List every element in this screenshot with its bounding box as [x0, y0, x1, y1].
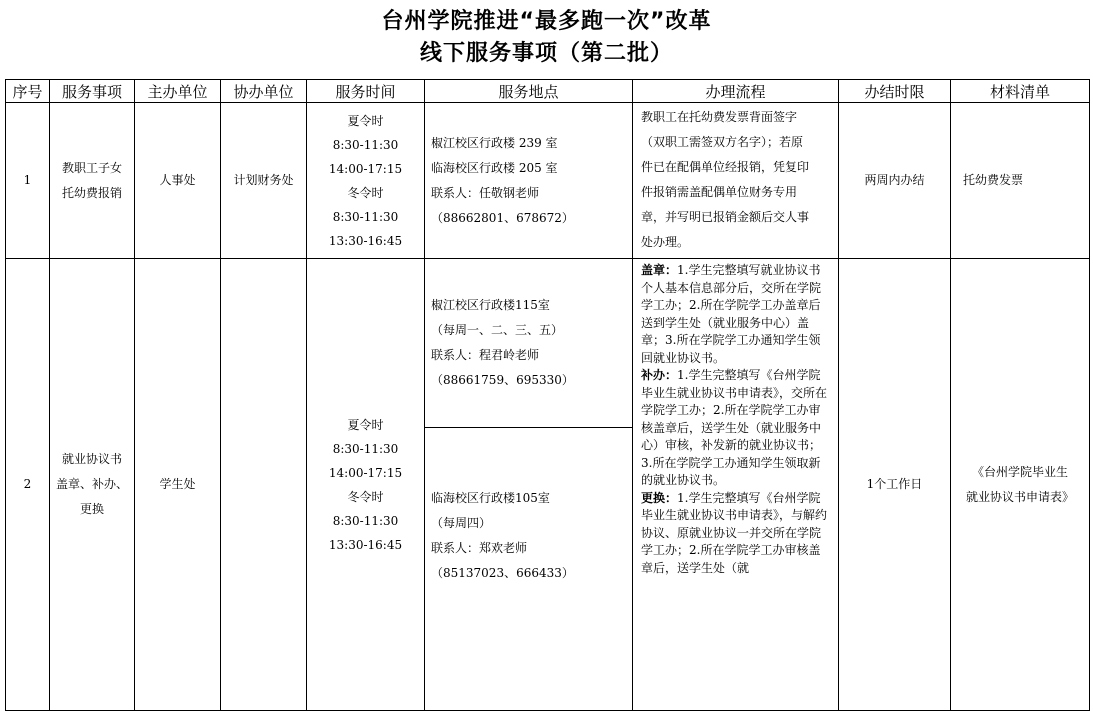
process-line: 件报销需盖配偶单位财务专用: [641, 185, 798, 199]
time-line: 冬令时: [347, 489, 384, 504]
location-line: 联系人：程君岭老师: [431, 348, 540, 362]
materials-line: 《台州学院毕业生: [971, 464, 1068, 479]
item-line: 教职工子女: [61, 160, 122, 175]
header-location: 服务地点: [425, 80, 633, 103]
location-line: 椒江校区行政楼 239 室: [431, 135, 558, 150]
location-line: 临海校区行政楼 205 室: [431, 160, 558, 175]
time-line: 13:30-16:45: [328, 233, 403, 248]
table-row: [6, 259, 1090, 428]
page-title-line2: 线下服务事项（第二批）: [419, 41, 673, 66]
time-line: 13:30-16:45: [328, 537, 403, 552]
item-line: 就业协议书: [61, 452, 122, 466]
location-line: 临海校区行政楼105室: [431, 491, 550, 505]
cell-item: [50, 103, 135, 259]
time-line: 夏令时: [347, 417, 384, 432]
header-materials: 材料清单: [951, 80, 1090, 103]
time-line: 8:30-11:30: [332, 513, 399, 528]
cell-item: [50, 259, 135, 711]
cell-materials: [951, 259, 1090, 711]
replace-text: 1.学生完整填写《台州学院毕业生就业协议书申请表》，与解约协议、原就业协议一并交所在学院学工办；2.所在学院学工办审核盖章后，送学生处（就: [641, 490, 828, 575]
cell-host: 人事处: [135, 103, 221, 259]
process-line: 教职工在托幼费发票背面签字: [641, 110, 798, 124]
stamp-label: 盖章：: [641, 263, 678, 277]
time-line: 8:30-11:30: [332, 137, 399, 152]
cell-limit: 两周内办结: [839, 103, 951, 259]
cell-process: [633, 259, 839, 711]
cell-process: [633, 103, 839, 259]
header-time: 服务时间: [307, 80, 425, 103]
reissue-label: 补办：: [641, 368, 678, 382]
materials-line: 就业协议书申请表》: [965, 489, 1074, 504]
header-process: 办理流程: [633, 80, 839, 103]
process-line: （双职工需签双方名字）；若原: [641, 135, 804, 149]
cell-location-linhai: [425, 428, 633, 711]
item-line: 托幼费报销: [61, 185, 122, 200]
cell-host: 学生处: [135, 259, 221, 711]
process-text: [641, 262, 830, 656]
location-line: 椒江校区行政楼115室: [431, 298, 550, 312]
process-line: 处办理。: [641, 235, 690, 249]
process-line: 章，并写明已报销金额后交人事: [641, 210, 810, 224]
stamp-text: 1.学生完整填写就业协议书个人基本信息部分后，交所在学院学工办；2.所在学院学工办盖章后送到学生处（就业服务中心）盖章；3.所在学院学工办通知学生领回就业协议书。: [641, 263, 822, 365]
time-line: 14:00-17:15: [328, 161, 403, 176]
time-line: 14:00-17:15: [328, 465, 403, 480]
header-assist: 协办单位: [221, 80, 307, 103]
cell-assist: 计划财务处: [221, 103, 307, 259]
location-line: （88661759、695330）: [431, 373, 574, 387]
cell-no: 1: [6, 103, 50, 259]
process-line: 件已在配偶单位经报销，凭复印: [641, 160, 810, 174]
location-line: （每周四）: [431, 516, 492, 530]
cell-time: [307, 103, 425, 259]
cell-location: [425, 103, 633, 259]
reissue-text: 1.学生完整填写《台州学院毕业生就业协议书申请表》，交所在学院学工办；2.所在学院学工办审核盖章后，送学生处（就业服务中心）审核，补发新的就业协议书；3.所在学院学工办通知学生领取新的就业协议书。: [641, 368, 828, 487]
header-no: 序号: [6, 80, 50, 103]
table-header-row: [6, 80, 1090, 103]
time-line: 8:30-11:30: [332, 209, 399, 224]
replace-label: 更换：: [641, 490, 678, 505]
cell-time: [307, 259, 425, 711]
location-line: 联系人：任敬钢老师: [431, 185, 540, 200]
page-title-line1: 台州学院推进“最多跑一次”改革: [381, 9, 712, 34]
cell-assist: [221, 259, 307, 711]
time-line: 冬令时: [347, 185, 384, 200]
item-line: 盖章、补办、: [55, 477, 128, 491]
item-line: 更换: [79, 502, 104, 516]
location-line: （85137023、666433）: [431, 566, 574, 580]
cell-limit: 1个工作日: [839, 259, 951, 711]
cell-materials: 托幼费发票: [951, 103, 1090, 259]
location-line: 联系人：郑欢老师: [431, 541, 528, 555]
header-host: 主办单位: [135, 80, 221, 103]
cell-no: 2: [6, 259, 50, 711]
cell-location-jiaojiang: [425, 259, 633, 428]
service-table: [5, 79, 1090, 711]
location-line: （每周一、二、三、五）: [431, 323, 564, 337]
time-line: 8:30-11:30: [332, 441, 399, 456]
location-line: （88662801、678672）: [431, 210, 574, 225]
time-line: 夏令时: [347, 113, 384, 128]
table-row: [6, 103, 1090, 259]
header-item: 服务事项: [50, 80, 135, 103]
header-limit: 办结时限: [839, 80, 951, 103]
